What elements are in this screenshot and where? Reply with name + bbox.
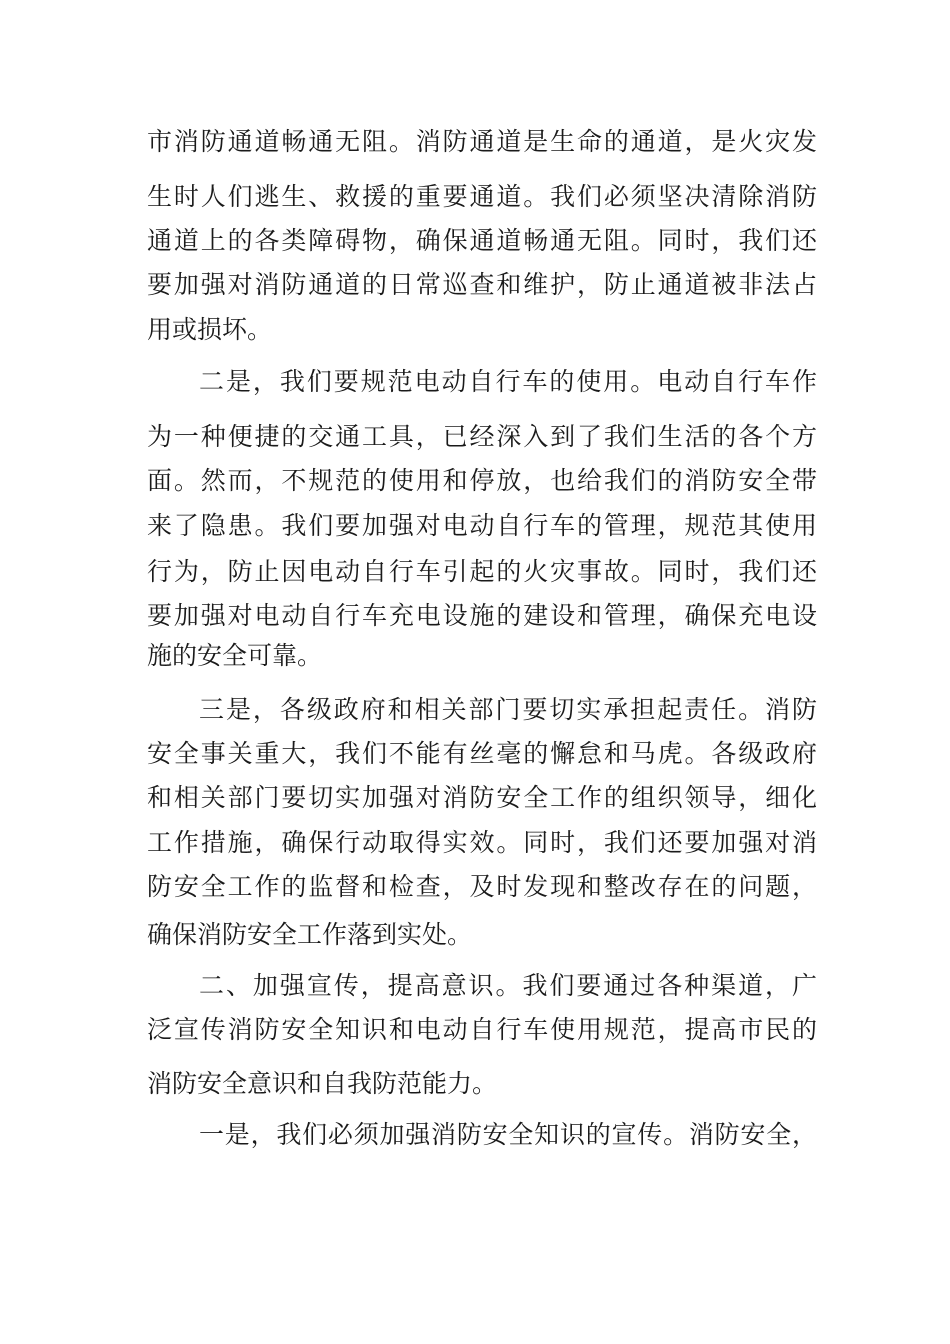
text-line: 用或损坏。 xyxy=(147,315,273,344)
text-line: 泛宣传消防安全知识和电动自行车使用规范，提高市民的 xyxy=(147,1015,817,1044)
text-line: 和相关部门要切实加强对消防安全工作的组织领导，细化 xyxy=(147,783,817,812)
text-line: 确保消防安全工作落到实处。 xyxy=(147,920,473,949)
text-line: 施的安全可靠。 xyxy=(147,641,323,670)
text-line: 要加强对消防通道的日常巡查和维护，防止通道被非法占 xyxy=(147,270,817,299)
text-line: 为一种便捷的交通工具，已经深入到了我们生活的各个方 xyxy=(147,422,817,451)
text-line: 要加强对电动自行车充电设施的建设和管理，确保充电设 xyxy=(147,601,817,630)
text-line: 工作措施，确保行动取得实效。同时，我们还要加强对消 xyxy=(147,828,817,857)
text-line: 生时人们逃生、救援的重要通道。我们必须坚决清除消防 xyxy=(147,182,817,211)
text-line: 防安全工作的监督和检查，及时发现和整改存在的问题， xyxy=(147,872,817,901)
section-heading-line: 二、加强宣传，提高意识。我们要通过各种渠道，广 xyxy=(199,971,817,1000)
text-line: 来了隐患。我们要加强对电动自行车的管理，规范其使用 xyxy=(147,511,817,540)
text-line: 市消防通道畅通无阻。消防通道是生命的通道，是火灾发 xyxy=(147,127,817,156)
paragraph-first-line: 三是，各级政府和相关部门要切实承担起责任。消防 xyxy=(199,695,817,724)
text-line: 面。然而，不规范的使用和停放，也给我们的消防安全带 xyxy=(147,466,817,495)
text-line: 消防安全意识和自我防范能力。 xyxy=(147,1069,498,1098)
paragraph-first-line: 二是，我们要规范电动自行车的使用。电动自行车作 xyxy=(199,367,817,396)
text-line: 通道上的各类障碍物，确保通道畅通无阻。同时，我们还 xyxy=(147,226,817,255)
paragraph-first-line: 一是，我们必须加强消防安全知识的宣传。消防安全， xyxy=(199,1120,817,1149)
text-line: 行为，防止因电动自行车引起的火灾事故。同时，我们还 xyxy=(147,557,817,586)
text-line: 安全事关重大，我们不能有丝毫的懈怠和马虎。各级政府 xyxy=(147,739,817,768)
